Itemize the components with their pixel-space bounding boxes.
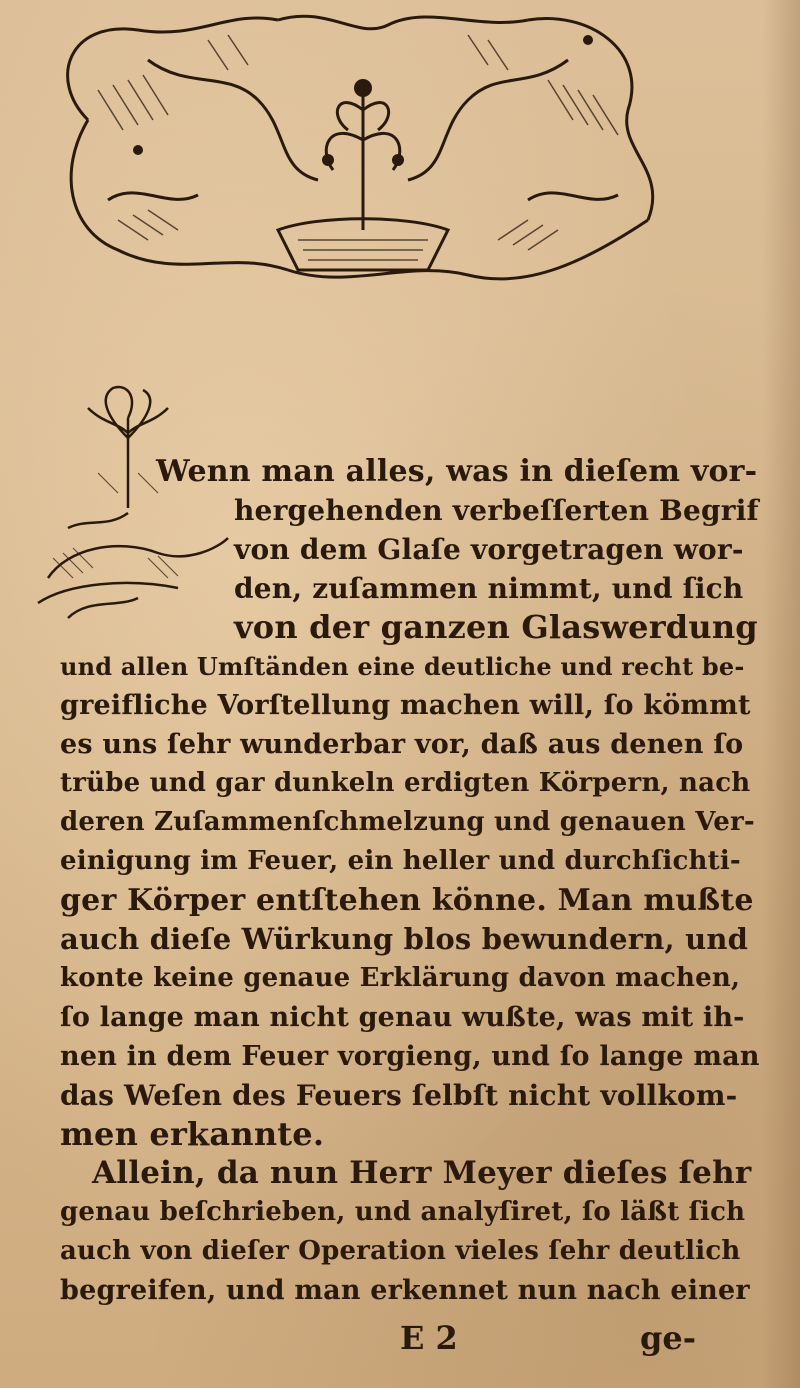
text-line: Allein, da nun Herr Meyer dieſes ſehr — [92, 1155, 752, 1191]
text-line: das Weſen des Feuers ſelbſt nicht vollkom- — [60, 1079, 738, 1112]
text-line: trübe und gar dunkeln erdigten Körpern, nach — [60, 768, 751, 798]
text-line: auch dieſe Würkung blos bewundern, und — [60, 922, 749, 956]
text-line: men erkannte. — [60, 1115, 325, 1153]
text-line: Wenn man alles, was in dieſem vor- — [156, 454, 758, 489]
text-line: begreifen, und man erkennet nun nach einer — [60, 1275, 750, 1306]
text-line: genau beſchrieben, und analyſiret, ſo läßt ſich — [60, 1197, 746, 1227]
signature-mark: E 2 — [400, 1319, 458, 1357]
text-line: hergehenden verbeſſerten Begrif — [234, 494, 759, 527]
text-line: auch von dieſer Operation vieles ſehr deutlich — [60, 1236, 741, 1266]
text-line: konte keine genaue Erklärung davon machen, — [60, 963, 741, 993]
text-line: deren Zuſammenſchmelzung und genauen Ver- — [60, 807, 755, 837]
text-line: und allen Umſtänden eine deutliche und recht be- — [60, 652, 745, 681]
text-line: greifliche Vorſtellung machen will, ſo kömmt — [60, 690, 751, 721]
catchword: ge- — [640, 1319, 697, 1357]
text-line: von dem Glaſe vorgetragen wor- — [234, 533, 744, 566]
text-line: einigung im Feuer, ein heller und durchſichti- — [60, 846, 741, 876]
text-line: von der ganzen Glaswerdung — [234, 608, 758, 646]
text-line: nen in dem Feuer vorgieng, und ſo lange man — [60, 1041, 760, 1072]
text-line: den, zuſammen nimmt, und ſich — [234, 572, 744, 605]
text-line: ger Körper entſtehen könne. Man mußte — [60, 883, 754, 918]
text-line: ſo lange man nicht genau wußte, was mit ih- — [60, 1002, 745, 1033]
text-line: es uns ſehr wunderbar vor, daß aus denen ſo — [60, 729, 744, 760]
